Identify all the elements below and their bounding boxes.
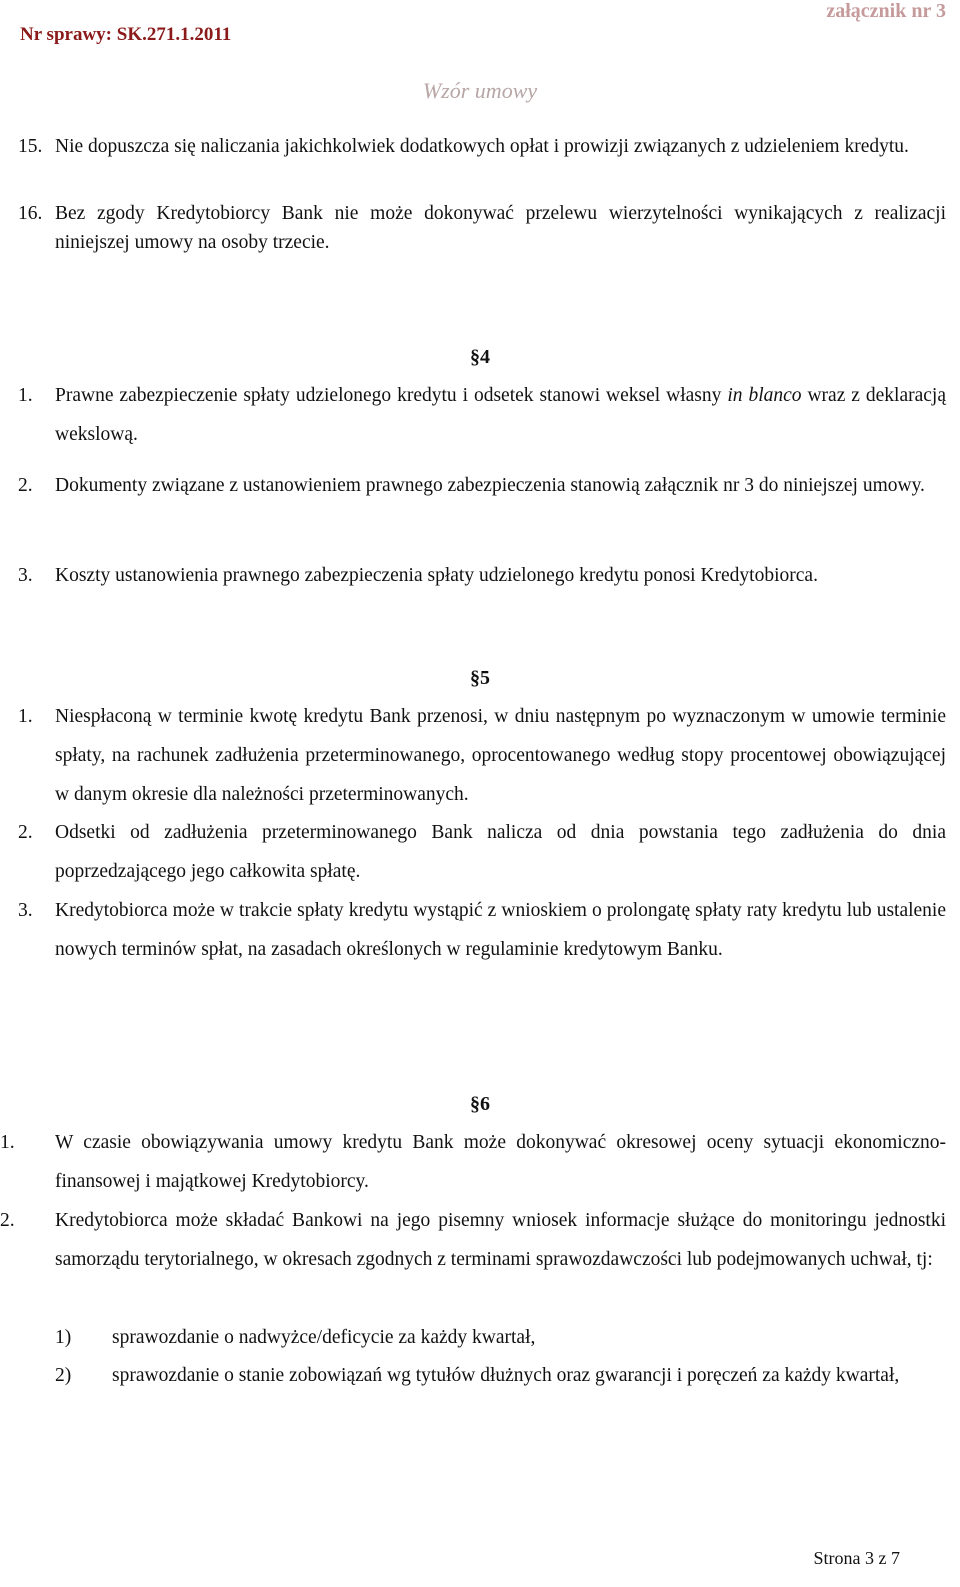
item-number: 15. xyxy=(18,136,43,157)
attachment-label: załącznik nr 3 xyxy=(826,0,946,22)
list-item xyxy=(18,466,946,505)
sub-item-text: sprawozdanie o stanie zobowiązań wg tytułów dłużnych oraz gwarancji i poręczeń za każdy kwartał, xyxy=(112,1365,900,1386)
list-item xyxy=(0,1201,946,1279)
item-text: Kredytobiorca może w trakcie spłaty kredytu wystąpić z wnioskiem o prolongatę spłaty raty kredytu lub ustalenie nowych terminów spłat, na zasadach określonych w regulaminie kredytowym Banku. xyxy=(55,900,946,960)
sub-item-number: 1) xyxy=(55,1327,72,1348)
item-number: 2. xyxy=(18,475,33,496)
document-title: Wzór umowy xyxy=(422,78,538,103)
section-heading: §5 xyxy=(470,667,490,689)
item-number: 2. xyxy=(0,1210,15,1231)
item-number: 1. xyxy=(0,1132,15,1153)
sub-item-text: sprawozdanie o nadwyżce/deficycie za każdy kwartał, xyxy=(112,1327,536,1348)
item-number: 16. xyxy=(18,203,43,224)
item-number: 3. xyxy=(18,565,33,586)
page-number: Strona 3 z 7 xyxy=(813,1548,900,1568)
item-text xyxy=(55,376,946,454)
item-number: 2. xyxy=(18,822,33,843)
list-item xyxy=(18,199,946,257)
list-item xyxy=(18,891,946,969)
item-text-italic: in blanco xyxy=(727,385,802,406)
item-number: 1. xyxy=(18,706,33,727)
list-item xyxy=(0,1123,946,1201)
item-text: Kredytobiorca może składać Bankowi na jego pisemny wniosek informacje służące do monitoringu jednostki samorządu terytorialnego, w okresach zgodnych z terminami sprawozdawczości lub podejmowanych uchwał, tj: xyxy=(55,1210,946,1270)
item-text-part: wraz z deklaracją wekslową. xyxy=(55,385,946,445)
list-item xyxy=(18,697,946,814)
sub-list-item xyxy=(55,1356,946,1395)
item-text: Koszty ustanowienia prawnego zabezpieczenia spłaty udzielonego kredytu ponosi Kredytobiorca. xyxy=(55,565,818,586)
item-text: Bez zgody Kredytobiorcy Bank nie może dokonywać przelewu wierzytelności wynikających z realizacji niniejszej umowy na osoby trzecie. xyxy=(55,203,946,253)
case-number: Nr sprawy: SK.271.1.2011 xyxy=(20,24,232,45)
item-number: 1. xyxy=(18,385,33,406)
item-text: Dokumenty związane z ustanowieniem prawnego zabezpieczenia stanowią załącznik nr 3 do niniejszej umowy. xyxy=(55,475,925,496)
list-item xyxy=(18,556,946,595)
item-text-part: Prawne zabezpieczenie spłaty udzielonego kredytu i odsetek stanowi weksel własny xyxy=(55,385,728,406)
section-heading: §6 xyxy=(470,1093,490,1115)
list-item xyxy=(18,376,946,454)
item-text: W czasie obowiązywania umowy kredytu Bank może dokonywać okresowej oceny sytuacji ekonomiczno-finansowej i majątkowej Kredytobiorcy. xyxy=(55,1132,946,1192)
list-item xyxy=(18,813,946,891)
item-text: Niespłaconą w terminie kwotę kredytu Bank przenosi, w dniu następnym po wyznaczonym w umowie terminie spłaty, na rachunek zadłużenia przeterminowanego, oprocentowanego według stopy procentowej obowiązującej w danym okresie dla należności przeterminowanych. xyxy=(55,706,946,805)
item-text: Odsetki od zadłużenia przeterminowanego Bank nalicza od dnia powstania tego zadłużenia do dnia poprzedzającego jego całkowita spłatę. xyxy=(55,822,946,882)
list-item xyxy=(18,132,946,161)
sub-list-item xyxy=(55,1318,946,1357)
item-number: 3. xyxy=(18,900,33,921)
sub-item-number: 2) xyxy=(55,1365,72,1386)
section-heading: §4 xyxy=(470,346,490,368)
item-text: Nie dopuszcza się naliczania jakichkolwiek dodatkowych opłat i prowizji związanych z udzieleniem kredytu. xyxy=(55,136,909,157)
